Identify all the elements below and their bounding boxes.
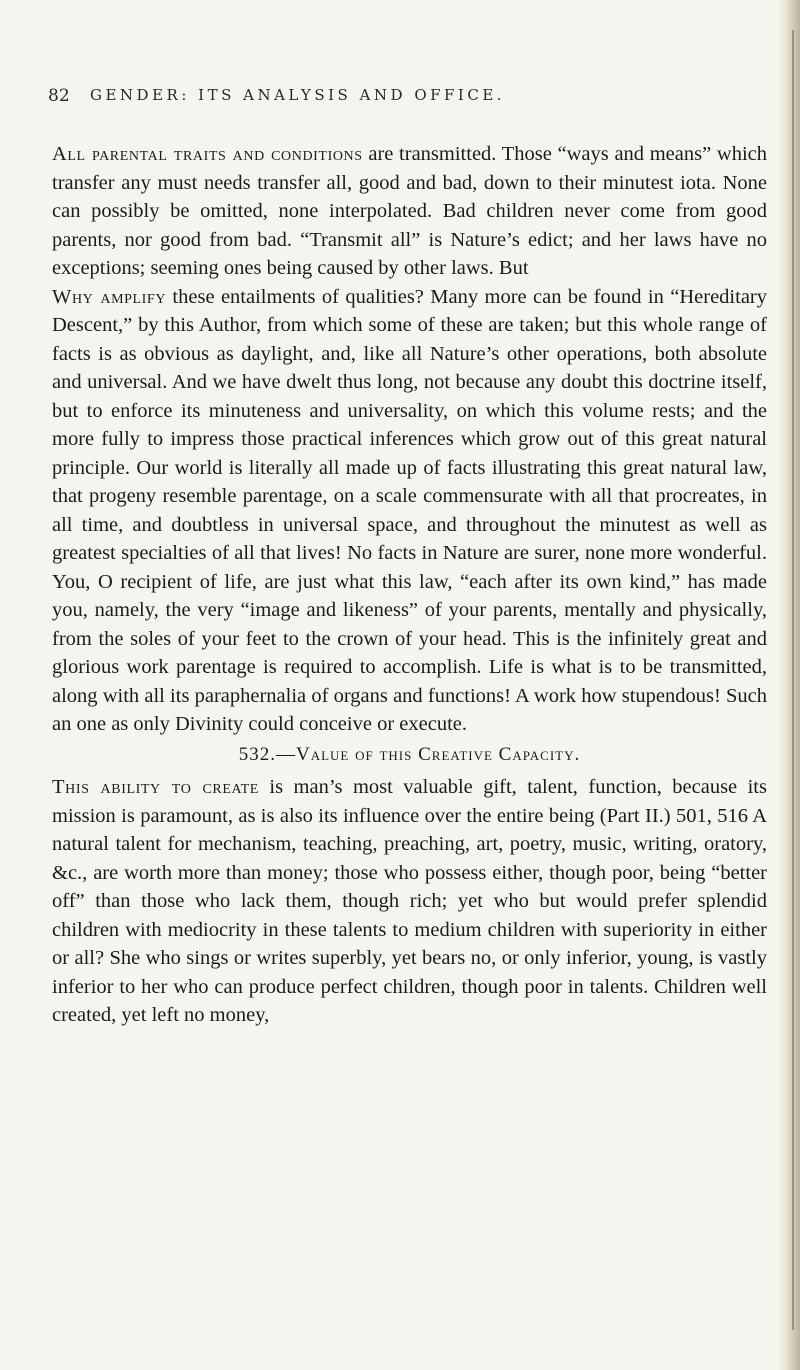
paragraph-lead: Why amplify (52, 285, 167, 308)
paragraph-lead: This ability to create (52, 776, 259, 798)
paragraph-parental-traits (52, 140, 767, 283)
paragraph-text: are transmitted. Those “ways and means” which transfer any must needs transfer all, good and bad, down to their minutest iota. None can possibly be omitted, none interpolated. Bad children never come from good parents, nor good from bad. “Transmit all” is Nature’s edict; and her laws have no exceptions; seeming ones being caused by other laws. But (52, 143, 767, 279)
body-text (52, 140, 767, 1030)
page-header (48, 86, 768, 110)
paragraph-text: these entailments of qualities? Many more can be found in “Hereditary Descent,” by this Author, from which some of these are taken; but this whole range of facts is as obvious as daylight, and, like all Nature’s other operations, both absolute and universal. And we have dwelt thus long, not because any doubt this doctrine itself, but to enforce its minuteness and universality, on which this volume rests; and the more fully to impress those practical inferences which grow out of this great natural principle. Our world is literally all made up of facts illustrating this great natural law, that progeny resemble parentage, on a scale commensurate with all that procreates, in all time, and doubtless in universal space, and throughout the minutest as well as greatest specialties of all that lives! No facts in Nature are surer, none more wonderful. You, O recipient of life, are just what this law, “each after its own kind,” has made you, namely, the very “image and likeness” of your parents, mentally and physically, from the soles of your feet to the crown of your head. This is the infinitely great and glorious work parentage is required to accomplish. Life is what is to be transmitted, along with all its paraphernalia of organs and functions! A work how stupendous! Such an one as only Divinity could conceive or execute. (52, 285, 767, 735)
paragraph-text: is man’s most valuable gift, talent, function, because its mission is paramount, as is also its influence over the entire being (Part II.) 501, 516 A natural talent for mechanism, teaching, preaching, art, poetry, music, writing, oratory, &c., are worth more than money; those who possess either, though poor, being “better off” than those who lack them, though rich; yet who but would prefer splendid children with mediocrity in these talents to medium children with superiority in either or all? She who sings or writes superbly, yet bears no, or only inferior, young, is vastly inferior to her who can produce perfect children, though poor in talents. Children well created, yet left no money, (52, 776, 767, 1026)
paragraph-why-amplify (52, 283, 767, 739)
section-heading: 532.—Value of this Creative Capacity. (238, 743, 581, 765)
page-number: 82 (48, 86, 70, 106)
paragraph-creative-capacity (52, 773, 767, 1030)
running-title: GENDER: ITS ANALYSIS AND OFFICE. (90, 86, 506, 104)
paragraph-lead: All parental traits and conditions (52, 143, 363, 165)
page-edge (784, 30, 794, 1330)
